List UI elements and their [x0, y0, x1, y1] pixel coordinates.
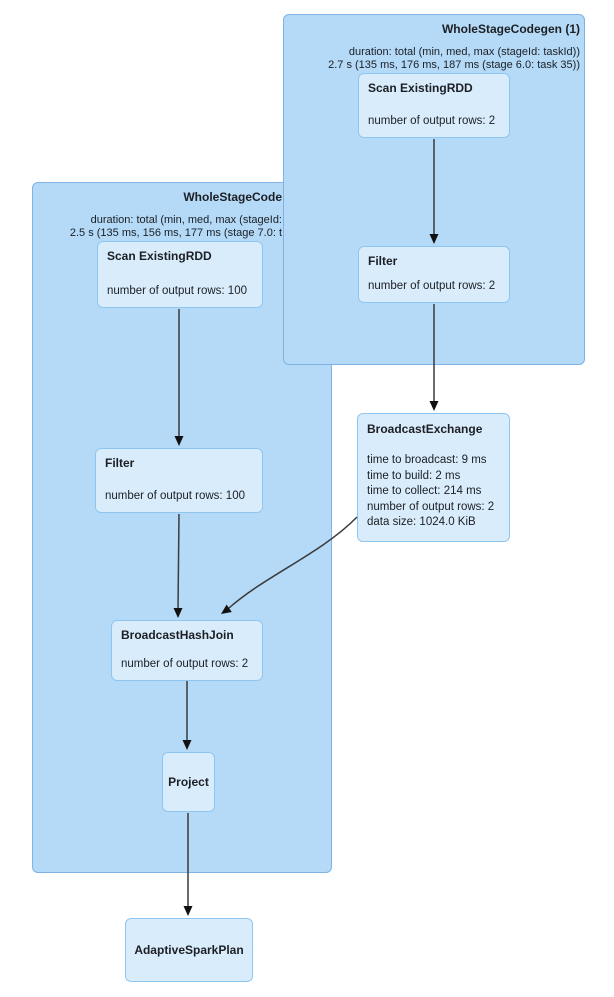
node-metrics	[107, 284, 253, 298]
cluster-title: WholeStageCode	[183, 190, 282, 204]
node-broadcastexchange[interactable]	[357, 413, 510, 542]
node-scan-existingrdd-stage6[interactable]	[358, 73, 510, 138]
node-title: Scan ExistingRDD	[107, 249, 212, 263]
cluster-duration-label: duration: total (min, med, max (stageId:	[90, 214, 282, 226]
node-metric: number of output rows: 2	[367, 500, 495, 513]
node-adaptivesparkplan[interactable]	[125, 918, 253, 982]
node-metrics	[368, 114, 500, 128]
node-metric: number of output rows: 100	[105, 490, 245, 502]
node-metric: number of output rows: 2	[368, 115, 496, 127]
cluster-wholestagecodegen-1	[283, 14, 585, 365]
node-metric: time to collect: 214 ms	[367, 485, 482, 497]
cluster-title: WholeStageCodegen (1)	[441, 22, 580, 36]
node-metric: time to build: 2 ms	[367, 469, 461, 482]
node-metric: time to broadcast: 9 ms	[367, 454, 487, 466]
arrowhead-icon	[430, 401, 439, 411]
node-metrics	[105, 489, 253, 503]
node-metric: data size: 1024.0 KiB	[367, 516, 476, 528]
node-filter-stage6[interactable]	[358, 246, 510, 303]
node-metric: number of output rows: 2	[121, 658, 249, 670]
cluster-label	[328, 22, 580, 71]
node-filter-stage7[interactable]	[95, 448, 263, 513]
node-metrics	[367, 453, 500, 531]
node-metric: number of output rows: 100	[107, 285, 247, 297]
cluster-duration-value: 2.5 s (135 ms, 156 ms, 177 ms (stage 7.0: t	[69, 226, 282, 239]
cluster-duration-label: duration: total (min, med, max (stageId: taskId))	[348, 46, 580, 58]
node-title: Filter	[105, 456, 135, 470]
node-scan-existingrdd-stage7[interactable]	[97, 241, 263, 308]
cluster-label	[70, 190, 282, 239]
node-title: Filter	[368, 254, 398, 268]
node-title: Project	[168, 775, 209, 789]
node-broadcasthashjoin[interactable]	[111, 620, 263, 681]
node-project[interactable]	[162, 752, 215, 812]
node-metrics	[368, 279, 500, 293]
cluster-duration	[70, 214, 282, 239]
node-title: Scan ExistingRDD	[368, 81, 473, 95]
cluster-duration-value: 2.7 s (135 ms, 176 ms, 187 ms (stage 6.0: task 35))	[328, 58, 580, 71]
node-metrics	[121, 657, 253, 671]
cluster-duration	[328, 46, 580, 71]
node-title: AdaptiveSparkPlan	[134, 943, 244, 957]
node-title: BroadcastExchange	[367, 422, 483, 436]
arrowhead-icon	[184, 906, 193, 916]
node-title: BroadcastHashJoin	[121, 628, 234, 642]
node-metric: number of output rows: 2	[368, 280, 496, 292]
